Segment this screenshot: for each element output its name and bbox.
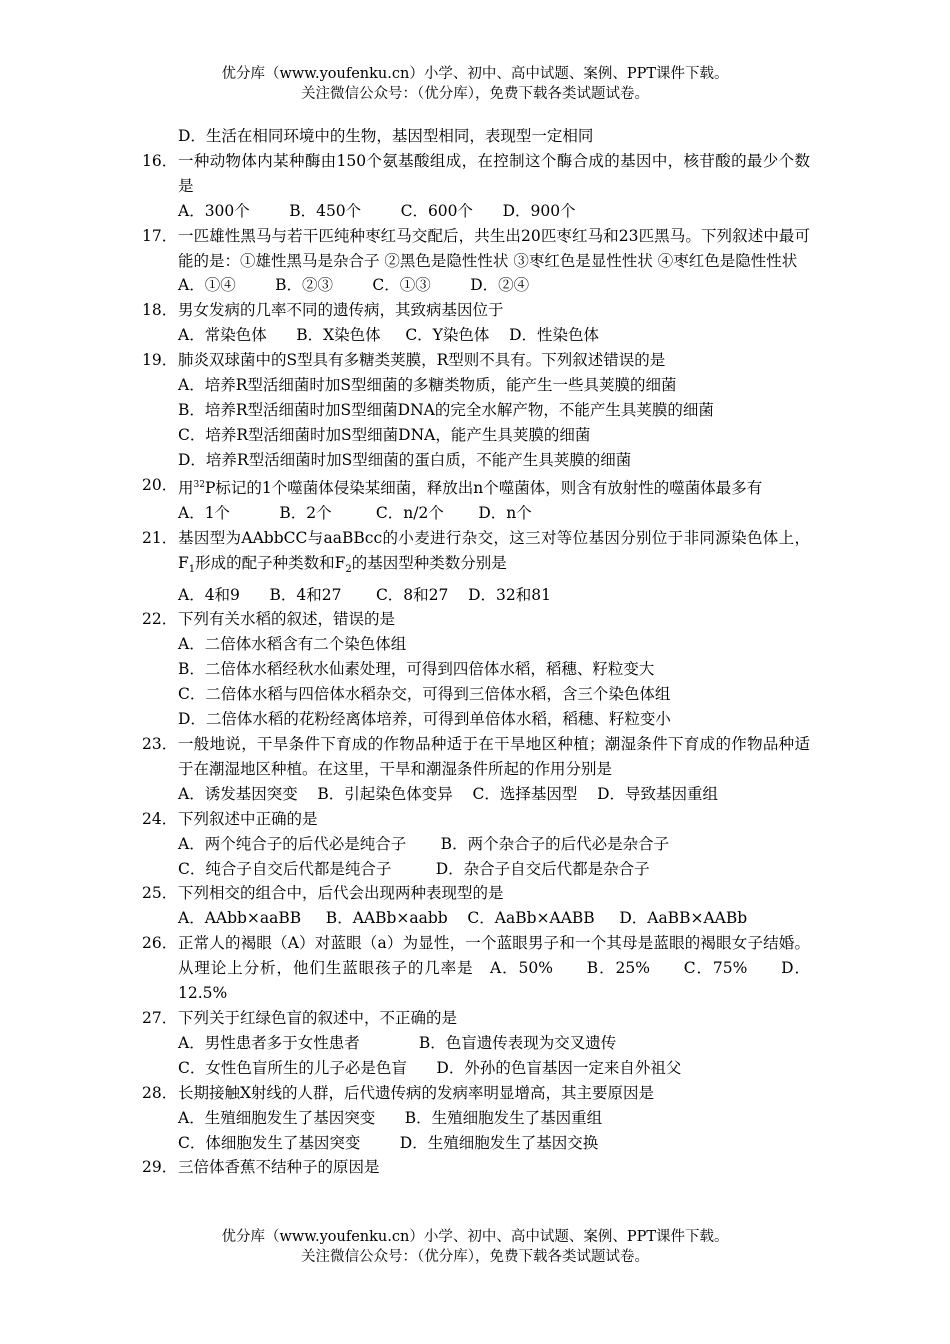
question-text: 下列叙述中正确的是 (178, 809, 318, 828)
option-c: C．二倍体水稻与四倍体水稻杂交，可得到三倍体水稻，含三个染色体组 (178, 685, 671, 704)
options-ab: A．生殖细胞发生了基因突变 B．生殖细胞发生了基因重组 (178, 1108, 603, 1127)
question-options: A．300个 B．450个 C．600个 D．900个 (178, 201, 576, 220)
question-21 (142, 526, 810, 583)
question-text: 一种动物体内某种酶由150个氨基酸组成，在控制这个酶合成的基因中，核苷酸的最少个数是 (178, 151, 810, 195)
page-header (0, 64, 950, 104)
options-cd: C．女性色盲所生的儿子必是色盲 D．外孙的色盲基因一定来自外祖父 (178, 1058, 682, 1077)
option-a: A．二倍体水稻含有二个染色体组 (178, 635, 407, 654)
option-a: A．培养R型活细菌时加S型细菌的多糖类物质，能产生一些具荚膜的细菌 (178, 376, 677, 395)
subscript: 1 (188, 563, 196, 575)
question-number: 22． (142, 610, 178, 629)
question-number: 23． (142, 735, 178, 753)
header-line-2: 关注微信公众号：（优分库），免费下载各类试题试卷。 (301, 86, 649, 102)
question-number: 24． (142, 809, 178, 828)
option-b: B．二倍体水稻经秋水仙素处理，可得到四倍体水稻，稻穗、籽粒变大 (178, 660, 655, 679)
question-text: 下列关于红绿色盲的叙述中，不正确的是 (178, 1008, 458, 1027)
page-footer (0, 1227, 950, 1267)
question-28 (142, 1081, 810, 1106)
question-options: A．AAbb×aaBB B．AABb×aabb C．AaBb×AABB D．AaBB×AABb (178, 909, 748, 928)
question-27 (142, 1006, 810, 1031)
question-22 (142, 607, 810, 632)
footer-line-1: 优分库（www.youfenku.cn）小学、初中、高中试题、案例、PPT课件下载。 (221, 1229, 729, 1245)
subscript: 2 (345, 563, 352, 575)
question-25 (142, 881, 810, 906)
text-segment: P标记的1个噬菌体侵染某细菌，释放出n个噬菌体，则含有放射性的噬菌体最多有 (204, 478, 763, 497)
question-19 (142, 348, 810, 373)
question-options: A．4和9 B．4和27 C．8和27 D．32和81 (178, 585, 551, 604)
question-options: A．1个 B．2个 C．n/2个 D．n个 (178, 503, 532, 522)
question-options: A．①④ B．②③ C．①③ D．②④ (178, 276, 530, 295)
question-options: A．诱发基因突变 B．引起染色体变异 C．选择基因型 D．导致基因重组 (178, 784, 718, 803)
question-16 (142, 149, 810, 199)
text-segment: 形成的配子种类数和F (195, 553, 346, 572)
question-23 (142, 732, 810, 782)
question-number: 25． (142, 884, 178, 903)
header-line-1: 优分库（www.youfenku.cn）小学、初中、高中试题、案例、PPT课件下载。 (221, 66, 729, 82)
question-number: 20． (142, 475, 178, 494)
footer-line-2: 关注微信公众号：（优分库），免费下载各类试题试卷。 (301, 1249, 649, 1265)
question-24 (142, 807, 810, 832)
question-text: 正常人的褐眼（A）对蓝眼（a）为显性，一个蓝眼男子和一个其母是蓝眼的褐眼女子结婚。从理论上分析，他们生蓝眼孩子的几率是 A．50% B．25% C．75% D．12.5% (178, 934, 810, 1003)
question-number: 17． (142, 226, 178, 245)
question-number: 26． (142, 934, 178, 953)
question-20 (142, 473, 810, 501)
option-b: B．培养R型活细菌时加S型细菌DNA的完全水解产物，不能产生具荚膜的细菌 (178, 400, 714, 419)
text-segment: 用 (178, 478, 194, 497)
isotope-superscript: 32 (193, 479, 205, 490)
question-text: 一匹雄性黑马与若干匹纯种枣红马交配后，共生出20匹枣红马和23匹黑马。下列叙述中最可能的是：①雄性黑马是杂合子 ②黑色是隐性性状 ③枣红色是显性性状 ④枣红色是隐性性状 (178, 226, 810, 270)
question-number: 28． (142, 1083, 178, 1102)
question-text: 男女发病的几率不同的遗传病，其致病基因位于 (178, 301, 504, 320)
options-ab: A．两个纯合子的后代必是纯合子 B．两个杂合子的后代必是杂合子 (178, 834, 670, 853)
option-c: C．培养R型活细菌时加S型细菌DNA，能产生具荚膜的细菌 (178, 425, 591, 444)
question-text: 肺炎双球菌中的S型具有多糖类荚膜，R型则不具有。下列叙述错误的是 (178, 351, 666, 370)
question-number: 27． (142, 1008, 178, 1027)
question-text: 一般地说，干旱条件下育成的作物品种适于在干旱地区种植；潮湿条件下育成的作物品种适于在潮湿地区种植。在这里，干旱和潮湿条件所起的作用分别是 (178, 735, 810, 778)
question-number: 16． (142, 151, 178, 170)
question-17 (142, 224, 810, 274)
question-list (142, 124, 810, 1180)
option-d: D．二倍体水稻的花粉经离体培养，可得到单倍体水稻，稻穗、籽粒变小 (178, 710, 671, 729)
options-cd: C．纯合子自交后代都是纯合子 D．杂合子自交后代都是杂合子 (178, 859, 650, 878)
question-text: 长期接触X射线的人群，后代遗传病的发病率明显增高，其主要原因是 (178, 1083, 655, 1102)
question-26 (142, 931, 810, 1006)
option-d: D．培养R型活细菌时加S型细菌的蛋白质，不能产生具荚膜的细菌 (178, 450, 632, 469)
question-29 (142, 1155, 810, 1180)
text-segment: 基因型为AAbbCC与aaBBcc的小麦进行杂交，这三对等位基因分别位于非同源染色体上，F (178, 528, 810, 572)
question-text: 下列有关水稻的叙述，错误的是 (178, 610, 396, 629)
question-text (178, 473, 810, 501)
question-text: 三倍体香蕉不结种子的原因是 (178, 1158, 380, 1177)
question-number: 18． (142, 301, 178, 320)
options-cd: C．体细胞发生了基因突变 D．生殖细胞发生了基因交换 (178, 1133, 599, 1152)
question-options: A．常染色体 B．X染色体 C．Y染色体 D．性染色体 (178, 326, 600, 345)
question-number: 21． (142, 528, 178, 547)
options-ab: A．男性患者多于女性患者 B．色盲遗传表现为交叉遗传 (178, 1033, 617, 1052)
question-18 (142, 298, 810, 323)
question-number: 19． (142, 351, 178, 370)
q15-option-d: D．生活在相同环境中的生物，基因型相同，表现型一定相同 (178, 127, 594, 145)
text-segment: 的基因型种类数分别是 (351, 553, 507, 572)
question-number: 29． (142, 1158, 178, 1177)
question-text (178, 526, 810, 583)
question-text: 下列相交的组合中，后代会出现两种表现型的是 (178, 884, 504, 903)
